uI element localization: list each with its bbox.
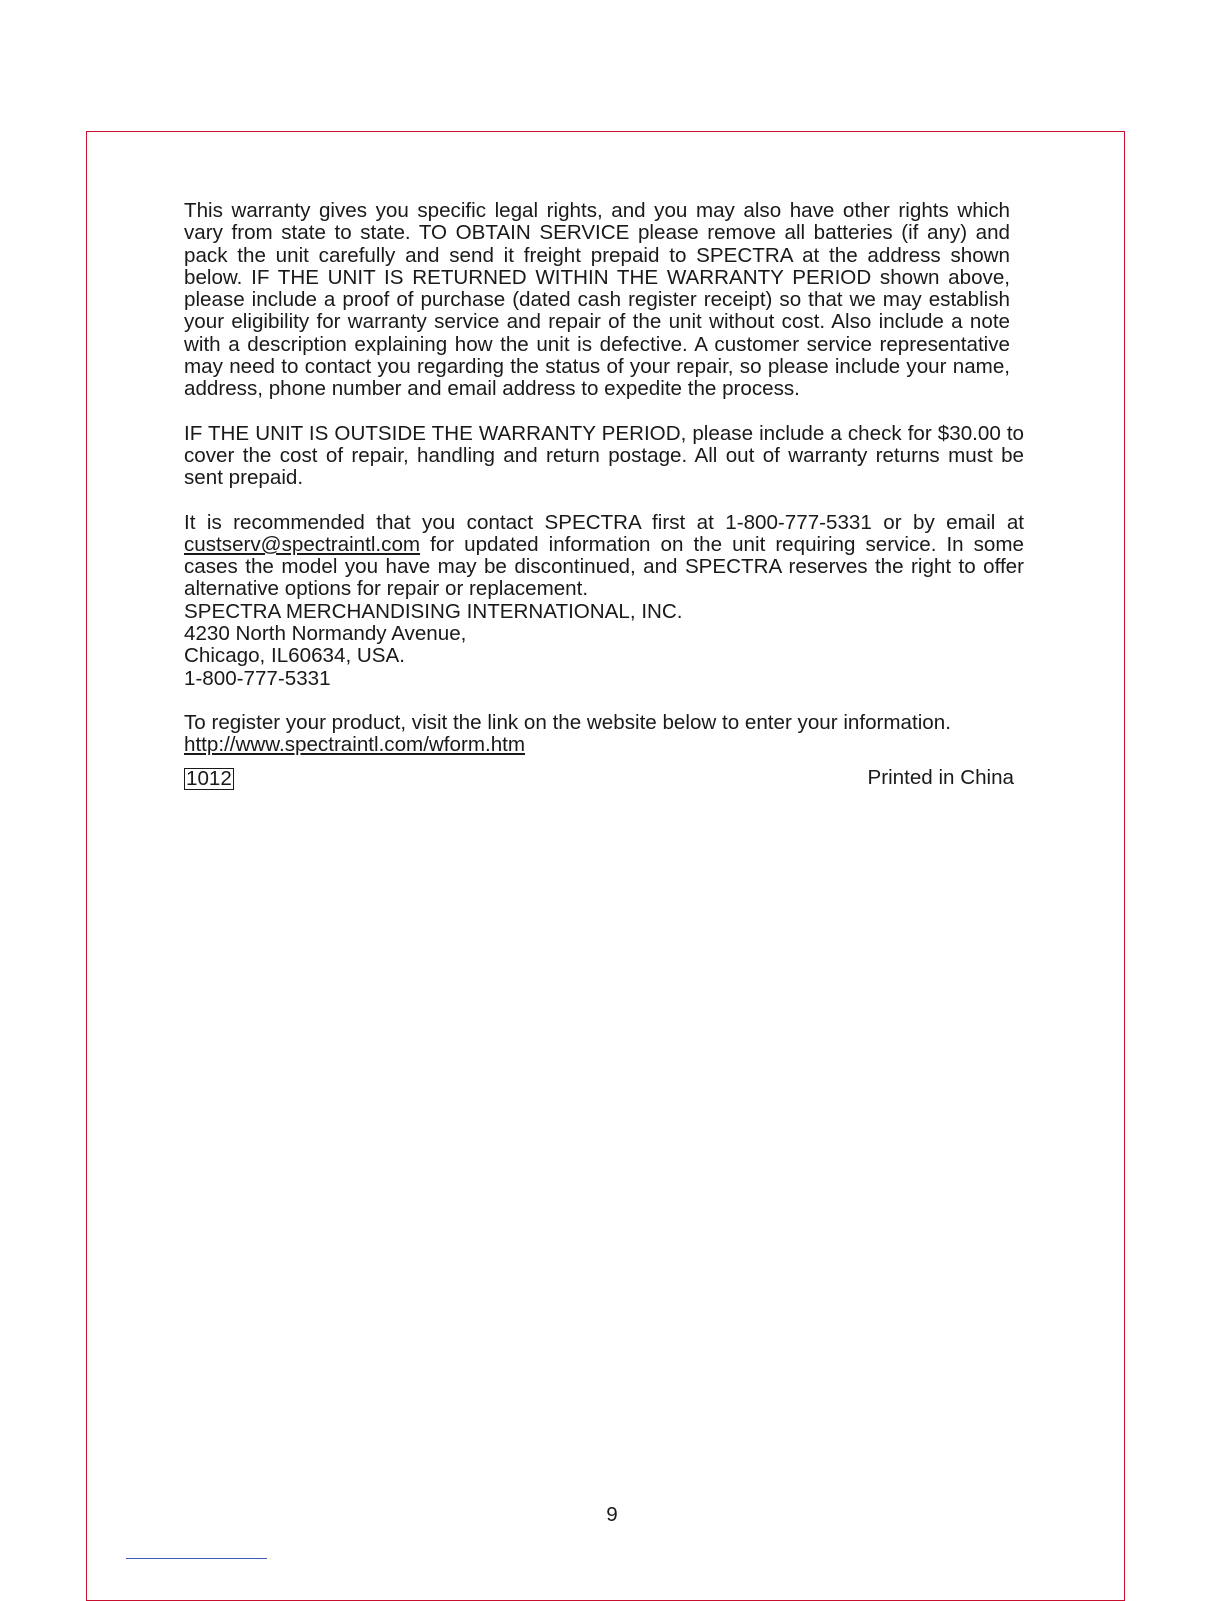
company-name: SPECTRA MERCHANDISING INTERNATIONAL, INC. <box>184 599 683 623</box>
contact-text-start: It is recommended that you contact SPECTRA first at 1-800-777-5331 or by email at <box>184 510 1024 534</box>
document-code: 1012 <box>186 766 232 790</box>
register-link[interactable]: http://www.spectraintl.com/wform.htm <box>184 733 526 757</box>
street-address: 4230 North Normandy Avenue, <box>184 622 467 646</box>
company-address <box>184 601 1024 690</box>
spacer <box>184 690 1024 712</box>
register-text: To register your product, visit the link on the website below to enter your information. <box>184 710 951 734</box>
email-link[interactable]: custserv@spectraintl.com <box>184 532 421 556</box>
page-number: 9 <box>606 1503 618 1526</box>
footnote-rule <box>126 1558 267 1559</box>
phone-number: 1-800-777-5331 <box>184 666 331 690</box>
printed-in-label: Printed in China <box>867 765 1014 789</box>
spacer <box>184 490 1024 512</box>
spacer <box>184 401 1024 423</box>
city-address: Chicago, IL60634, USA. <box>184 644 405 668</box>
warranty-paragraph-contact <box>184 512 1024 601</box>
footer-row <box>184 767 1024 791</box>
warranty-content <box>184 200 1024 791</box>
contact-text-end: for updated information on the unit requiring service. In some cases the model you have may be discontinued, and SPECTRA reserves the right to offer alternative options for repair or replacement. <box>184 532 1024 601</box>
warranty-paragraph-rights: This warranty gives you specific legal rights, and you may also have other rights which vary from state to state. TO OBTAIN SERVICE please remove all batteries (if any) and pack the unit carefully and send it freight prepaid to SPECTRA at the address shown below. IF THE UNIT IS RETURNED WITHIN THE WARRANTY PERIOD shown above, please include a proof of purchase (dated cash register receipt) so that we may establish your eligibility for warranty service and repair of the unit without cost. Also include a note with a description explaining how the unit is defective. A customer service representative may need to contact you regarding the status of your repair, so please include your name, address, phone number and email address to expedite the process. <box>184 199 1010 401</box>
warranty-paragraph-outside-period: IF THE UNIT IS OUTSIDE THE WARRANTY PERIOD, please include a check for $30.00 to cover the cost of repair, handling and return postage. All out of warranty returns must be sent prepaid. <box>184 421 1024 490</box>
